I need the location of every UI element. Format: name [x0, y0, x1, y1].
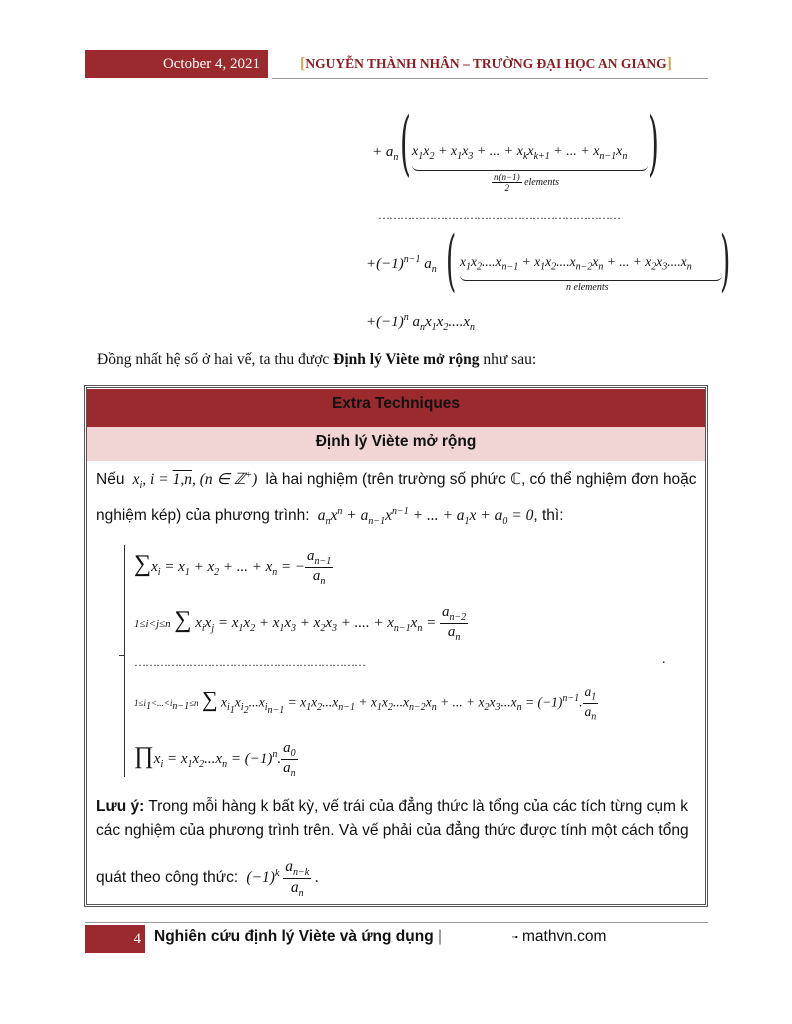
paragraph-text-end: như sau:: [479, 351, 537, 368]
footer-divider: [85, 922, 708, 923]
elements-label: elements: [524, 176, 560, 188]
footer-title-text: Nghiên cứu định lý Viète và ứng dụng: [154, 928, 434, 945]
viete-eq-1: $\sum x_i = x_1 + x_2$ + ... + $x_n$ = − $\frac{a_{n-1}}{a_n}$: [134, 548, 332, 587]
viete-eq-k: $1\le i_1<...<i_{n-1}\le n$ ∑ $x_{i_1}x_{i_2}...x_{i_{n-1}} = x_1x_2...x_{n-1} + x_1x_2...x_{n-2}x_n$ + ... + $x_2x_3...x_n = (-1)^{n-1}$. $\frac{a_1}{a_n}$: [134, 684, 597, 723]
paragraph-text: Đồng nhất hệ số ở hai vế, ta thu được: [97, 351, 334, 368]
note-text-3: quát theo công thức:: [96, 869, 239, 887]
header-date: October 4, 2021: [85, 50, 268, 78]
link-icon: ▫▪: [512, 932, 518, 942]
header-title-text: NGUYỄN THÀNH NHÂN – TRƯỜNG ĐẠI HỌC AN GIANG: [305, 56, 667, 71]
math-line-1: + $a_n$ ( $x_1x_2 + x_1x_3$ + ... + $x_kx_{k+1}$ + ... + $x_{n-1}x_n$ $\frac{n(n-1)}{2}$ elements ): [372, 102, 659, 193]
n-elements-label: n elements: [566, 282, 609, 293]
intro-line2-post: , thì:: [533, 507, 564, 525]
viete-eq-2: 1≤i<j≤n ∑ $x_ix_j = x_1x_2 + x_1x_3 + x_2x_3$ + .... + $x_{n-1}x_n$ = $\frac{a_{n-2}}{a_n}$: [134, 604, 467, 643]
viete-eq-n: $\prod x_i = x_1x_2...x_n = (-1)^n$. $\frac{a_0}{a_n}$: [134, 740, 296, 779]
math-line-3: $+(-1)^n$ $a_nx_1x_2....x_n$: [366, 312, 475, 333]
footer-site[interactable]: [512, 928, 606, 946]
box-intro-line1: Nếu $x_i$, i = 1,n, (n ∈ ℤ+) là hai nghiệm (trên trường số phức ℂ, có thể nghiệm đơn hoặc: [96, 470, 697, 492]
box-intro-line2: nghiệm kép) của phương trình: $a_nx^n + a_{n-1}x^{n-1}$ + ... + $a_1x + a_0 = 0$, thì:: [96, 506, 564, 528]
math-dots: …………………………………………………………: [378, 208, 620, 222]
note-line-2: các nghiệm của phương trình trên. Và vế phải của đẳng thức được tính một cách tổng: [96, 822, 689, 839]
footer-title: Nghiên cứu định lý Viète và ứng dụng |: [154, 928, 443, 945]
intro-line2-pre: nghiệm kép) của phương trình:: [96, 507, 310, 525]
note-label: Lưu ý:: [96, 798, 145, 815]
footer-page-number: 4: [85, 925, 145, 953]
header-title: [NGUYỄN THÀNH NHÂN – TRƯỜNG ĐẠI HỌC AN GIANG]: [300, 55, 672, 72]
note-line-1: [96, 798, 688, 816]
note-line-3: quát theo công thức: $(-1)^k$ $\frac{a_{n-k}}{a_n}$ .: [96, 858, 319, 900]
intro-pre: Nếu: [96, 471, 125, 489]
system-dots: ………………………………………………………: [134, 655, 365, 669]
math-line-2: $+(-1)^{n-1}$ $a_n$ ( $x_1x_2....x_{n-1} + x_1x_2....x_{n-2}x_n$ + ... + $x_2x_3....x_n$ n elements ): [366, 222, 731, 299]
intro-mid: là hai nghiệm (trên trường số phức ℂ, có thể nghiệm đơn hoặc: [265, 471, 697, 489]
brace-tip: [119, 655, 125, 656]
box-heading: Extra Techniques: [87, 389, 705, 427]
header-divider: [272, 78, 708, 79]
intro-paragraph: [97, 351, 536, 369]
system-brace: [124, 545, 131, 777]
system-dot-end: .: [662, 652, 666, 667]
footer-site-text: mathvn.com: [521, 928, 607, 945]
paragraph-bold: Định lý Viète mở rộng: [333, 351, 480, 368]
box-subheading: Định lý Viète mở rộng: [87, 427, 705, 461]
note-text-1: Trong mỗi hàng k bất kỳ, vế trái của đẳng thức là tổng của các tích từng cụm k: [144, 798, 688, 815]
